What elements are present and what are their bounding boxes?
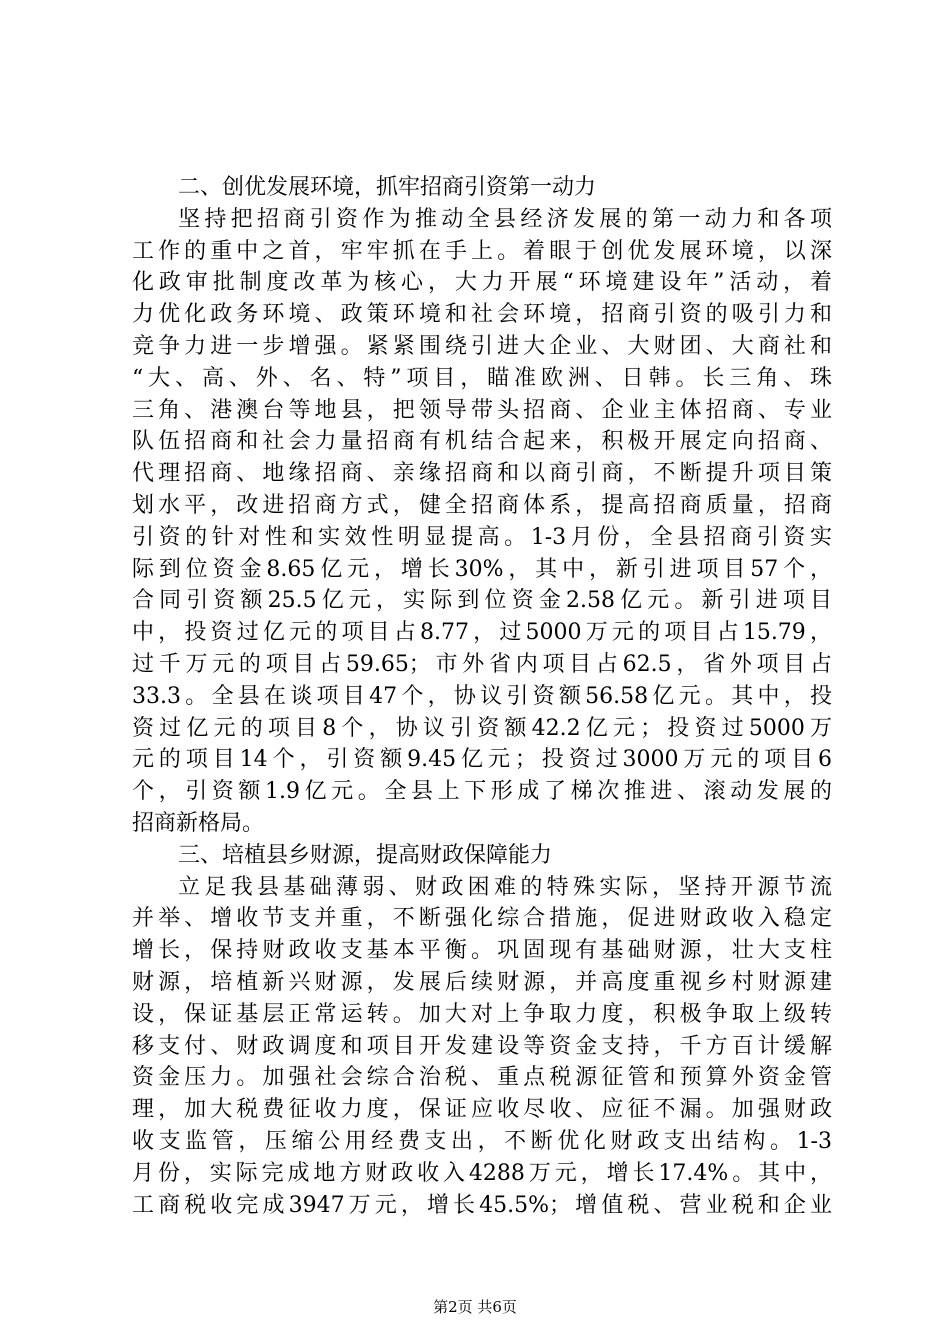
paragraph-line: 中，投资过亿元的项目占8.77，过5000万元的项目占15.79， — [132, 620, 832, 646]
paragraph-line: 增长，保持财政收支基本平衡。巩固现有基础财源，壮大支柱 — [132, 938, 832, 964]
paragraph-line: 三角、港澳台等地县，把领导带头招商、企业主体招商、专业 — [132, 397, 832, 423]
paragraph-line: 竞争力进一步增强。紧紧围绕引进大企业、大财团、大商社和 — [132, 333, 832, 359]
paragraph-line: 月份，实际完成地方财政收入4288万元，增长17.4%。其中， — [132, 1160, 832, 1186]
page-number-footer: 第2页 共6页 — [433, 1298, 517, 1316]
paragraph-line: 财源，培植新兴财源，发展后续财源，并高度重视乡村财源建 — [132, 969, 832, 995]
paragraph-line: “大、高、外、名、特”项目，瞄准欧洲、日韩。长三角、珠 — [132, 365, 832, 391]
paragraph-line: 划水平，改进招商方式，健全招商体系，提高招商质量，招商 — [132, 492, 832, 518]
document-body — [132, 172, 832, 1221]
paragraph-line: 元的项目14个，引资额9.45亿元；投资过3000万元的项目6 — [132, 747, 832, 773]
paragraph-line: 招商新格局。 — [132, 810, 265, 836]
paragraph-line: 工作的重中之首，牢牢抓在手上。着眼于创优发展环境，以深 — [132, 238, 832, 264]
paragraph-line: 坚持把招商引资作为推动全县经济发展的第一动力和各项 — [178, 206, 832, 232]
paragraph-line: 并举、增收节支并重，不断强化综合措施，促进财政收入稳定 — [132, 906, 832, 932]
paragraph-line: 个，引资额1.9亿元。全县上下形成了梯次推进、滚动发展的 — [132, 779, 832, 805]
paragraph-line: 资过亿元的项目8个，协议引资额42.2亿元；投资过5000万 — [132, 715, 832, 741]
paragraph-line: 工商税收完成3947万元，增长45.5%；增值税、营业税和企业 — [132, 1192, 832, 1218]
paragraph-line: 队伍招商和社会力量招商有机结合起来，积极开展定向招商、 — [132, 429, 832, 455]
paragraph-line: 合同引资额25.5亿元，实际到位资金2.58亿元。新引进项目 — [132, 588, 832, 614]
paragraph-line: 力优化政务环境、政策环境和社会环境，招商引资的吸引力和 — [132, 302, 832, 328]
paragraph-line: 引资的针对性和实效性明显提高。1-3月份，全县招商引资实 — [132, 524, 832, 550]
paragraph-line: 资金压力。加强社会综合治税、重点税源征管和预算外资金管 — [132, 1065, 832, 1091]
paragraph-line: 过千万元的项目占59.65；市外省内项目占62.5，省外项目占 — [132, 651, 832, 677]
section-heading: 三、培植县乡财源，提高财政保障能力 — [178, 842, 553, 868]
paragraph-line: 化政审批制度改革为核心，大力开展“环境建设年”活动，着 — [132, 270, 832, 296]
paragraph-line: 设，保证基层正常运转。加大对上争取力度，积极争取上级转 — [132, 1001, 832, 1027]
paragraph-line: 际到位资金8.65亿元，增长30%，其中，新引进项目57个， — [132, 556, 832, 582]
paragraph-line: 理，加大税费征收力度，保证应收尽收、应征不漏。加强财政 — [132, 1097, 832, 1123]
paragraph-line: 移支付、财政调度和项目开发建设等资金支持，千方百计缓解 — [132, 1033, 832, 1059]
paragraph-line: 33.3。全县在谈项目47个，协议引资额56.58亿元。其中，投 — [132, 683, 832, 709]
paragraph-line: 立足我县基础薄弱、财政困难的特殊实际，坚持开源节流 — [178, 874, 832, 900]
section-heading: 二、创优发展环境，抓牢招商引资第一动力 — [178, 175, 597, 200]
paragraph-line: 收支监管，压缩公用经费支出，不断优化财政支出结构。1-3 — [132, 1128, 832, 1154]
paragraph-line: 代理招商、地缘招商、亲缘招商和以商引商，不断提升项目策 — [132, 461, 832, 487]
